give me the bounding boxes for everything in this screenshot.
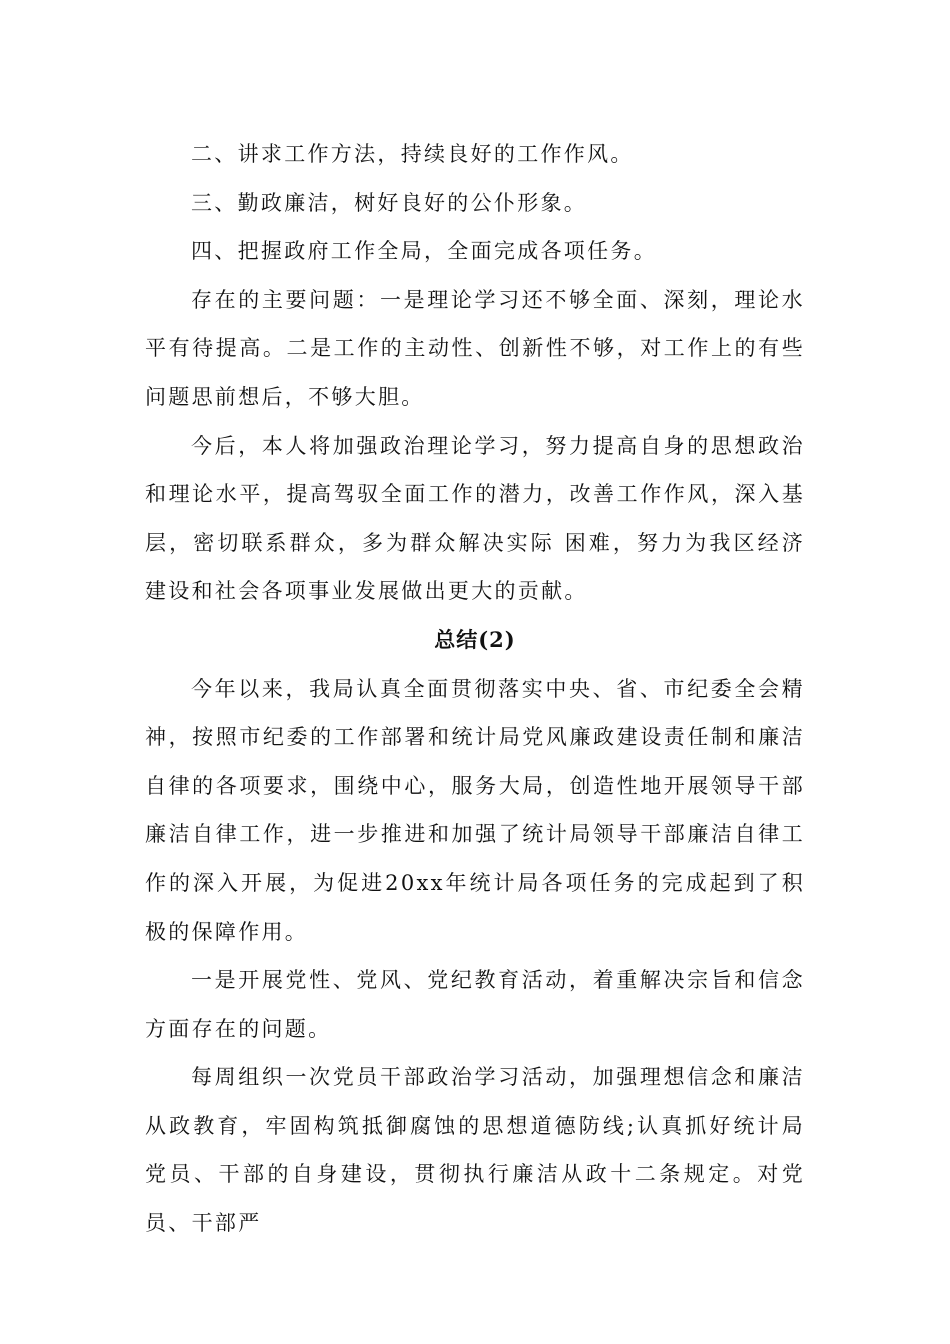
document-body [145,130,805,1248]
paragraph: 三、勤政廉洁，树好良好的公仆形象。 [191,190,588,215]
paragraph: 一是开展党性、党风、党纪教育活动，着重解决宗旨和信念方面存在的问题。 [145,968,805,1041]
paragraph: 存在的主要问题：一是理论学习还不够全面、深刻，理论水平有待提高。二是工作的主动性、创新性不够，对工作上的有些问题思前想后，不够大胆。 [145,287,805,409]
paragraph: 四、把握政府工作全局，全面完成各项任务。 [191,239,657,264]
paragraph: 今年以来，我局认真全面贯彻落实中央、省、市纪委全会精神，按照市纪委的工作部署和统计局党风廉政建设责任制和廉洁自律的各项要求，围绕中心，服务大局，创造性地开展领导干部廉洁自律工作，进一步推进和加强了统计局领导干部廉洁自律工作的深入开展，为促进20xx年统计局各项任务的完成起到了积极的保障作用。 [145,676,805,944]
section-title: 总结(2) [434,626,516,652]
paragraph: 二、讲求工作方法，持续良好的工作作风。 [191,142,634,166]
paragraph: 每周组织一次党员干部政治学习活动，加强理想信念和廉洁从政教育，牢固构筑抵御腐蚀的思想道德防线;认真抓好统计局党员、干部的自身建设，贯彻执行廉洁从政十二条规定。对党员、干部严 [145,1065,805,1236]
paragraph: 今后，本人将加强政治理论学习，努力提高自身的思想政治和理论水平，提高驾驭全面工作的潜力，改善工作作风，深入基层，密切联系群众，多为群众解决实际 困难，努力为我区经济建设和社会各项事业发展做出更大的贡献。 [145,433,805,604]
